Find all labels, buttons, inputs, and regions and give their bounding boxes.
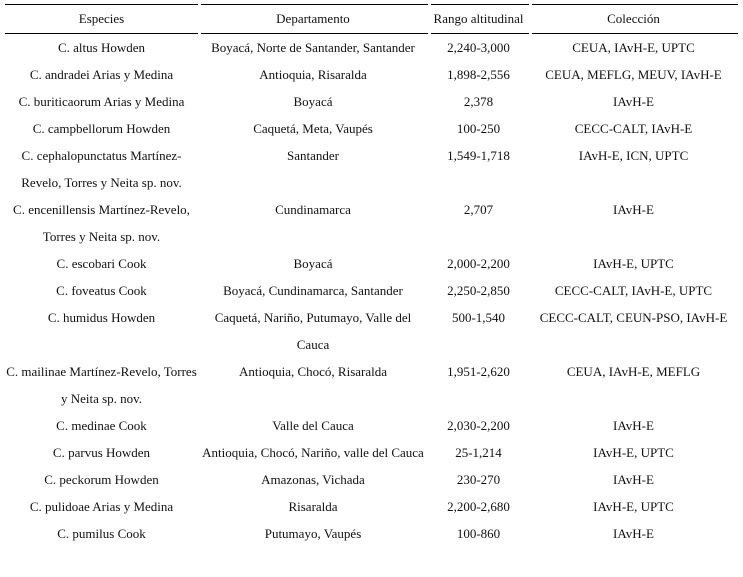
cell-rango: 2,240-3,000	[447, 40, 510, 55]
cell-rango: 2,200-2,680	[447, 499, 510, 514]
cell-departamento: Boyacá	[293, 256, 333, 271]
cell-coleccion: IAvH-E	[613, 526, 654, 541]
cell-coleccion: CEUA, IAvH-E, UPTC	[572, 40, 695, 55]
header-rango-altitudinal: Rango altitudinal	[428, 4, 529, 34]
cell-rango: 1,549-1,718	[447, 148, 510, 163]
header-especies: Especies	[5, 4, 198, 34]
cell-coleccion: IAvH-E, UPTC	[593, 445, 674, 460]
species-table	[5, 4, 738, 547]
cell-departamento: Antioquia, Chocó, Risaralda	[238, 364, 388, 379]
cell-rango: 500-1,540	[451, 310, 506, 325]
cell-departamento: Santander	[287, 148, 339, 163]
cell-departamento: Risaralda	[288, 499, 338, 514]
cell-especie: C. escobari Cook	[56, 256, 147, 271]
cell-especie: C. parvus Howden	[52, 445, 151, 460]
header-departamento: Departamento	[198, 4, 428, 34]
cell-especie: C. humidus Howden	[47, 310, 156, 325]
cell-especie: C. andradei Arias y Medina	[29, 67, 174, 82]
cell-departamento: Boyacá, Cundinamarca, Santander	[223, 283, 403, 298]
cell-departamento: Amazonas, Vichada	[261, 472, 365, 487]
cell-especie: C. peckorum Howden	[44, 472, 159, 487]
table-row	[5, 412, 738, 439]
cell-departamento: Caquetá, Nariño, Putumayo, Valle del Cauca	[214, 310, 412, 352]
cell-departamento: Boyacá	[293, 94, 333, 109]
cell-rango: 2,378	[463, 94, 494, 109]
table-row	[5, 34, 738, 61]
cell-coleccion: CECC-CALT, IAvH-E	[574, 121, 693, 136]
cell-rango: 25-1,214	[455, 445, 502, 460]
table-body	[5, 34, 738, 547]
table-row	[5, 439, 738, 466]
cell-coleccion: IAvH-E	[613, 472, 654, 487]
cell-departamento: Valle del Cauca	[272, 418, 354, 433]
table-row	[5, 196, 738, 250]
table-row	[5, 304, 738, 358]
cell-coleccion: CEUA, IAvH-E, MEFLG	[566, 364, 701, 379]
cell-coleccion: IAvH-E	[613, 418, 654, 433]
cell-especie: C. pumilus Cook	[57, 526, 146, 541]
cell-especie: C. mailinae Martínez-Revelo, Torres y Neita sp. nov.	[6, 364, 197, 406]
species-table-container	[5, 4, 738, 547]
cell-coleccion: IAvH-E	[613, 94, 654, 109]
cell-departamento: Antioquia, Chocó, Nariño, valle del Cauca	[202, 445, 424, 460]
cell-rango: 2,707	[463, 202, 494, 217]
cell-coleccion: IAvH-E, UPTC	[593, 499, 674, 514]
cell-coleccion: IAvH-E	[613, 202, 654, 217]
cell-rango: 100-860	[456, 526, 501, 541]
cell-departamento: Cundinamarca	[275, 202, 351, 217]
table-row	[5, 358, 738, 412]
cell-especie: C. encenillensis Martínez-Revelo, Torres y Neita sp. nov.	[13, 202, 190, 244]
cell-rango: 2,000-2,200	[447, 256, 510, 271]
table-row	[5, 466, 738, 493]
cell-especie: C. foveatus Cook	[56, 283, 147, 298]
table-row	[5, 493, 738, 520]
table-row	[5, 115, 738, 142]
cell-especie: C. campbellorum Howden	[32, 121, 171, 136]
cell-especie: C. medinae Cook	[56, 418, 147, 433]
cell-coleccion: CECC-CALT, CEUN-PSO, IAvH-E	[539, 310, 728, 325]
cell-rango: 1,951-2,620	[447, 364, 510, 379]
cell-departamento: Caquetá, Meta, Vaupés	[253, 121, 373, 136]
table-row	[5, 88, 738, 115]
cell-rango: 100-250	[456, 121, 501, 136]
cell-rango: 2,030-2,200	[447, 418, 510, 433]
cell-departamento: Boyacá, Norte de Santander, Santander	[211, 40, 415, 55]
cell-especie: C. altus Howden	[57, 40, 146, 55]
cell-rango: 230-270	[456, 472, 501, 487]
cell-coleccion: IAvH-E, UPTC	[593, 256, 674, 271]
cell-rango: 2,250-2,850	[447, 283, 510, 298]
table-row	[5, 61, 738, 88]
header-coleccion: Colección	[529, 4, 738, 34]
cell-departamento: Putumayo, Vaupés	[264, 526, 362, 541]
table-row	[5, 277, 738, 304]
table-row	[5, 142, 738, 196]
table-row	[5, 250, 738, 277]
cell-especie: C. cephalopunctatus Martínez-Revelo, Torres y Neita sp. nov.	[21, 148, 182, 190]
header-row	[5, 4, 738, 34]
cell-especie: C. pulidoae Arias y Medina	[29, 499, 174, 514]
cell-rango: 1,898-2,556	[447, 67, 510, 82]
cell-coleccion: CECC-CALT, IAvH-E, UPTC	[554, 283, 713, 298]
table-row	[5, 520, 738, 547]
cell-coleccion: CEUA, MEFLG, MEUV, IAvH-E	[545, 67, 722, 82]
cell-coleccion: IAvH-E, ICN, UPTC	[578, 148, 689, 163]
cell-especie: C. buriticaorum Arias y Medina	[18, 94, 185, 109]
cell-departamento: Antioquia, Risaralda	[259, 67, 367, 82]
